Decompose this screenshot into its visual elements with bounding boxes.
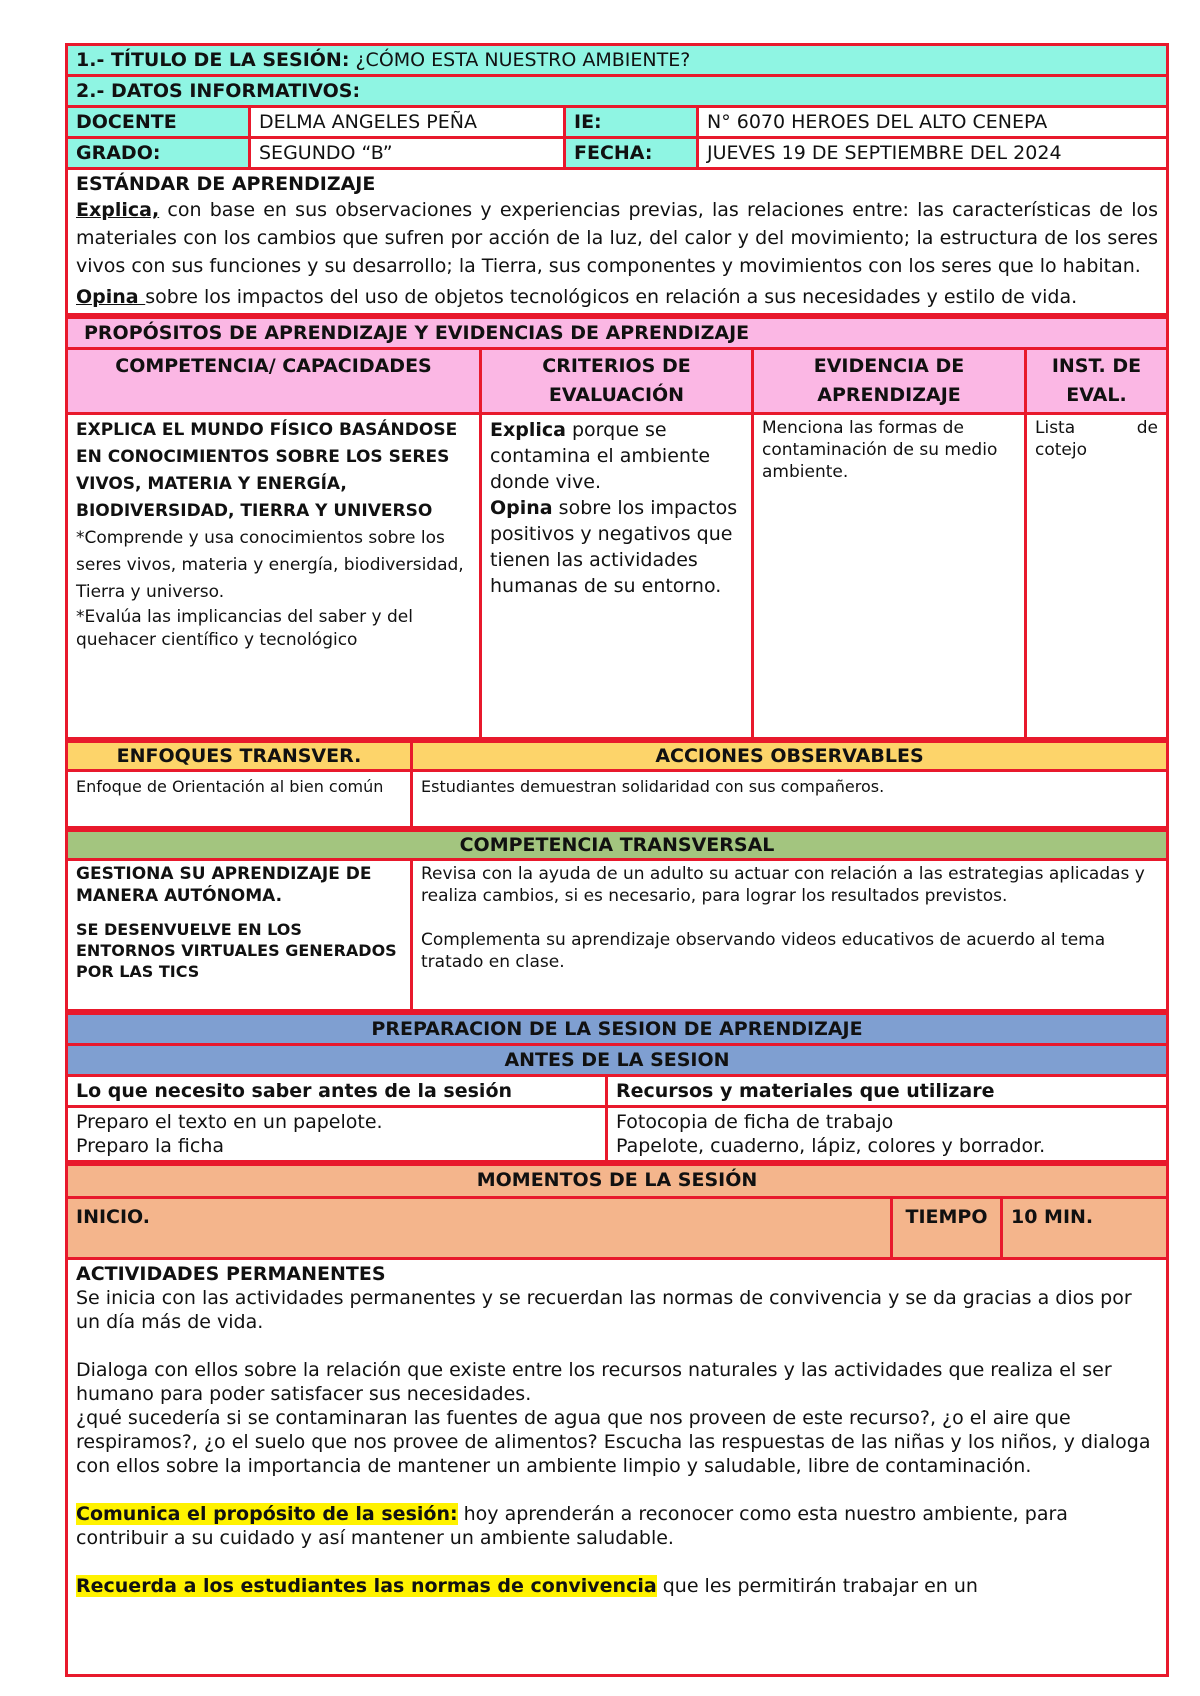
estandar-text-1: con base en sus observaciones y experiencias previas, las relaciones entre: las características de los materiales con los cambios que sufren por acción de la luz, del calor y del movimiento; la estructura de los seres vivos con sus funciones y su desarrollo; la Tierra, sus componentes y movimientos con los seres que lo habitan. (76, 199, 1159, 277)
saber-cell (67, 1107, 607, 1162)
ie-label: IE: (565, 107, 698, 138)
docente-label: DOCENTE (67, 107, 250, 138)
tiempo-value: 10 MIN. (1002, 1198, 1168, 1259)
momentos-heading: MOMENTOS DE LA SESIÓN (67, 1165, 1168, 1198)
fecha-value: JUEVES 19 DE SEPTIEMBRE DEL 2024 (698, 138, 1168, 169)
propositos-table (65, 316, 1169, 740)
capacidad-1: *Comprende y usa conocimientos sobre los seres vivos, materia y energía, biodiversidad, Tierra y universo. (76, 528, 464, 602)
competencia-title: EXPLICA EL MUNDO FÍSICO BASÁNDOSE EN CONOCIMIENTOS SOBRE LOS SERES VIVOS, MATERIA Y ENERGÍA, BIODIVERSIDAD, TIERRA Y UNIVERSO (76, 420, 458, 521)
transversal-desc-cell (412, 860, 1168, 1011)
estandar-keyword-explica: Explica, (76, 199, 160, 221)
enfoque-cell: Enfoque de Orientación al bien común (67, 771, 412, 828)
criterio-keyword-explica: Explica (490, 419, 566, 441)
col-competencia-header: COMPETENCIA/ CAPACIDADES (67, 349, 481, 414)
ie-value: N° 6070 HEROES DEL ALTO CENEPA (698, 107, 1168, 138)
session-title-row (67, 45, 1168, 76)
col-evidencia-header: EVIDENCIA DE APRENDIZAJE (753, 349, 1026, 414)
inicio-paragraph-3: ¿qué sucedería si se contaminaran las fuentes de agua que nos proveen de este recurso?, ¿o el aire que respiramos?, ¿o el suelo que nos provee de alimentos? Escucha las respuestas de las niñas y los niños, y dialoga con ellos sobre la importancia de mantener un ambiente limpio y saludable, libre de contaminación. (76, 1407, 1151, 1477)
inicio-paragraph-1: Se inicia con las actividades permanentes y se recuerdan las normas de convivencia y se da gracias a dios por un día más de vida. (76, 1287, 1132, 1333)
session-plan-sheet (65, 43, 1166, 1677)
recursos-cell (607, 1107, 1168, 1162)
col-criterios-header: CRITERIOS DE EVALUACIÓN (481, 349, 753, 414)
instrumento-cell: Lista de cotejo (1026, 414, 1168, 739)
col-enfoques-header: ENFOQUES TRANSVER. (67, 742, 412, 771)
preparacion-heading: PREPARACION DE LA SESION DE APRENDIZAJE (67, 1014, 1168, 1045)
saber-item-1: Preparo el texto en un papelote. (76, 1111, 383, 1133)
transversal-comp-1: GESTIONA SU APRENDIZAJE DE MANERA AUTÓNOMA. (76, 864, 372, 906)
criterio-text-1: porque se contamina el ambiente donde vive. (490, 419, 711, 493)
estandar-heading: ESTÁNDAR DE APRENDIZAJE (76, 173, 376, 195)
antes-sesion-heading: ANTES DE LA SESION (67, 1045, 1168, 1076)
fecha-label: FECHA: (565, 138, 698, 169)
col-inst-header: INST. DE EVAL. (1026, 349, 1168, 414)
momentos-table (65, 1163, 1169, 1677)
header-table (65, 43, 1169, 316)
estandar-keyword-opina: Opina (76, 286, 146, 308)
transversal-desc-1: Revisa con la ayuda de un adulto su actuar con relación a las estrategias aplicadas y realiza cambios, si es necesario, para lograr los resultados previstos. (421, 864, 1145, 906)
normas-label: Recuerda a los estudiantes las normas de convivencia (76, 1575, 657, 1597)
grado-label: GRADO: (67, 138, 250, 169)
preparacion-table (65, 1012, 1169, 1163)
session-title-label: 1.- TÍTULO DE LA SESIÓN: (76, 49, 350, 71)
accion-cell: Estudiantes demuestran solidaridad con sus compañeros. (412, 771, 1168, 828)
criterio-keyword-opina: Opina (490, 497, 553, 519)
grado-value: SEGUNDO “B” (250, 138, 565, 169)
enfoques-table (65, 740, 1169, 829)
transversal-comp-2: SE DESENVUELVE EN LOS ENTORNOS VIRTUALES GENERADOS POR LAS TICS (76, 920, 397, 981)
propositos-heading: PROPÓSITOS DE APRENDIZAJE Y EVIDENCIAS DE APRENDIZAJE (67, 318, 1168, 349)
estandar-text-2: sobre los impactos del uso de objetos tecnológicos en relación a sus necesidades y estilo de vida. (145, 286, 1078, 308)
actividades-heading: ACTIVIDADES PERMANENTES (76, 1263, 386, 1285)
transversal-desc-2: Complementa su aprendizaje observando videos educativos de acuerdo al tema tratado en clase. (421, 930, 1106, 972)
datos-heading: 2.- DATOS INFORMATIVOS: (67, 76, 1168, 107)
session-title-value: ¿CÓMO ESTA NUESTRO AMBIENTE? (349, 49, 691, 71)
transversal-table (65, 829, 1169, 1012)
transversal-comp-cell (67, 860, 412, 1011)
competencia-cell (67, 414, 481, 739)
proposito-label: Comunica el propósito de la sesión: (76, 1503, 458, 1525)
estandar-cell (67, 169, 1168, 315)
tiempo-label: TIEMPO (892, 1198, 1002, 1259)
recursos-item-1: Fotocopia de ficha de trabajo (616, 1111, 894, 1133)
saber-item-2: Preparo la ficha (76, 1135, 225, 1157)
col-acciones-header: ACCIONES OBSERVABLES (412, 742, 1168, 771)
criterio-text-2: sobre los impactos positivos y negativos que tienen las actividades humanas de su entorno. (490, 497, 738, 597)
normas-text: que les permitirán trabajar en un (656, 1575, 978, 1597)
transversal-heading: COMPETENCIA TRANSVERSAL (67, 831, 1168, 860)
docente-value: DELMA ANGELES PEÑA (250, 107, 565, 138)
col-recursos-header: Recursos y materiales que utilizare (607, 1076, 1168, 1107)
inicio-label: INICIO. (67, 1198, 892, 1259)
recursos-item-2: Papelote, cuaderno, lápiz, colores y borrador. (616, 1135, 1046, 1157)
criterios-cell (481, 414, 753, 739)
evidencia-cell: Menciona las formas de contaminación de su medio ambiente. (753, 414, 1026, 739)
proposito-text: hoy aprenderán a reconocer como esta nuestro ambiente, para contribuir a su cuidado y así mantener un ambiente saludable. (76, 1503, 1068, 1549)
inicio-paragraph-2: Dialoga con ellos sobre la relación que existe entre los recursos naturales y las actividades que realiza el ser humano para poder satisfacer sus necesidades. (76, 1359, 1112, 1405)
inicio-content (67, 1259, 1168, 1676)
capacidad-2: *Evalúa las implicancias del saber y del quehacer científico y tecnológico (76, 607, 413, 650)
col-saber-header: Lo que necesito saber antes de la sesión (67, 1076, 607, 1107)
